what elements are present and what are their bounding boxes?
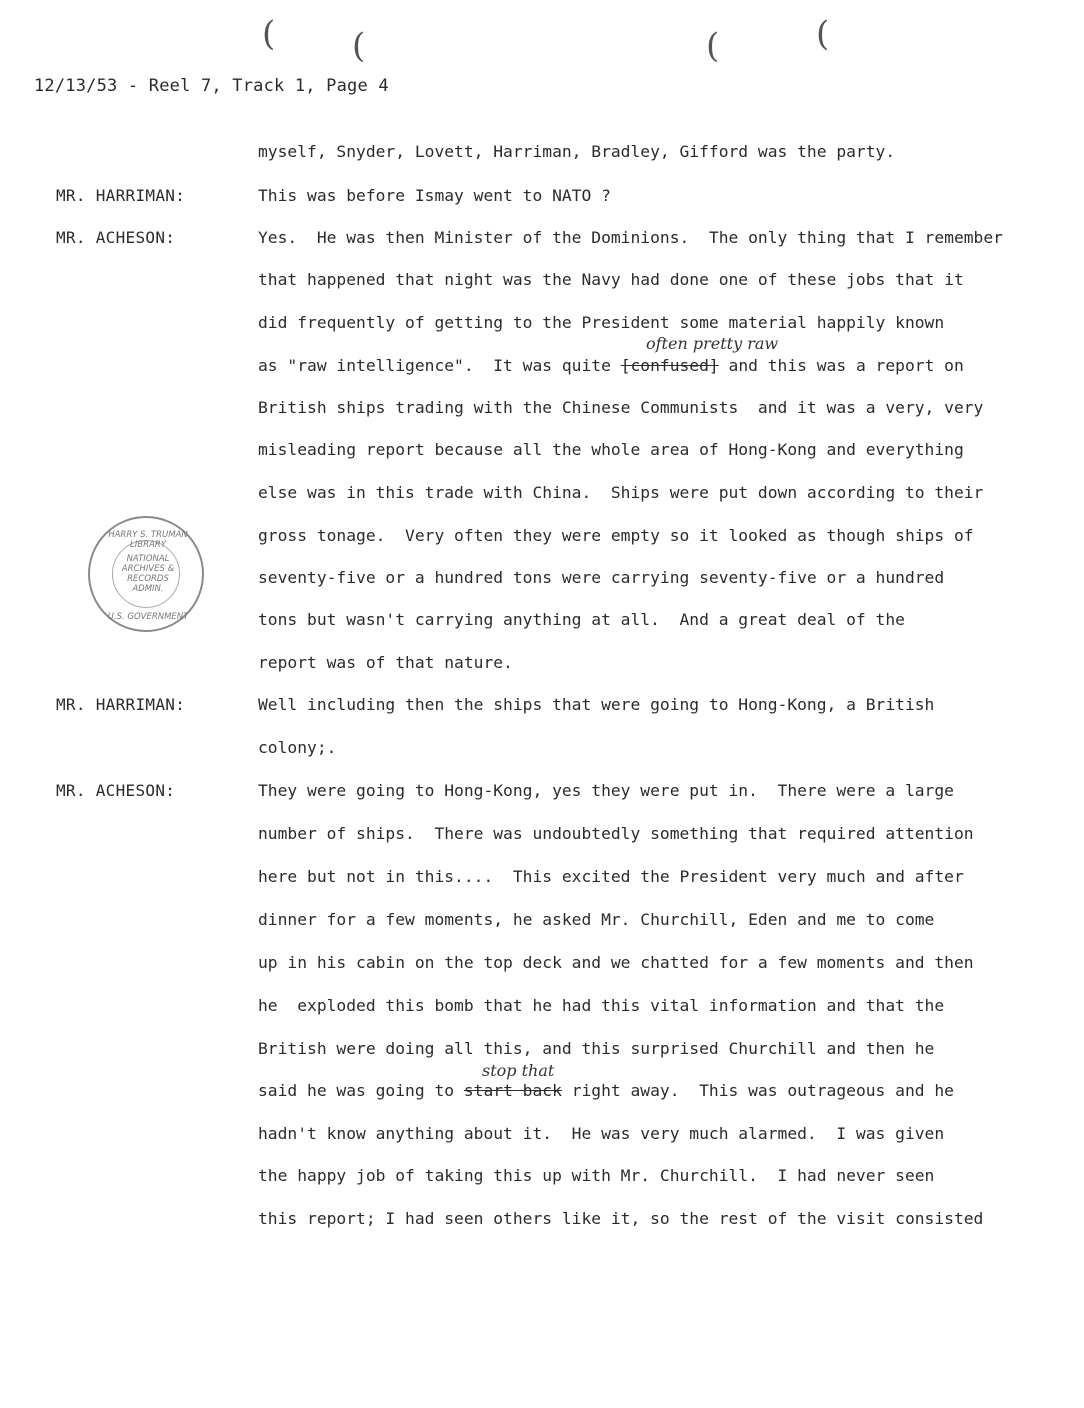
speaker-label: MR. HARRIMAN: [56, 186, 186, 205]
text-line: British ships trading with the Chinese Communists and it was a very, very [258, 398, 984, 417]
text-line: gross tonage. Very often they were empty so it looked as though ships of [258, 526, 974, 545]
text-line [258, 356, 964, 375]
stamp-ring-top: HARRY S. TRUMAN LIBRARY [108, 530, 188, 550]
text-line: British were doing all this, and this surprised Churchill and then he [258, 1039, 935, 1058]
margin-mark: ( [352, 26, 366, 66]
struck-text: [confused] [620, 356, 719, 375]
page-header: 12/13/53 - Reel 7, Track 1, Page 4 [34, 76, 389, 96]
text-segment: said he was going to [258, 1081, 464, 1100]
text-line: myself, Snyder, Lovett, Harriman, Bradley, Gifford was the party. [258, 142, 896, 161]
stamp-ring-bottom: U.S. GOVERNMENT [107, 612, 189, 622]
text-line [258, 1081, 954, 1100]
struck-text: start back [463, 1081, 562, 1100]
text-segment: as "raw intelligence". It was quite [258, 356, 621, 375]
text-line: dinner for a few moments, he asked Mr. Churchill, Eden and me to come [258, 910, 935, 929]
text-line: Yes. He was then Minister of the Dominions. The only thing that I remember [258, 228, 1003, 247]
text-line: that happened that night was the Navy had done one of these jobs that it [258, 270, 964, 289]
speaker-label: MR. ACHESON: [56, 228, 176, 247]
handwritten-annotation: often pretty raw [646, 334, 779, 353]
handwritten-annotation: stop that [482, 1061, 555, 1080]
stamp-center-line: NATIONAL [126, 554, 170, 564]
speaker-label: MR. HARRIMAN: [56, 695, 186, 714]
margin-mark: ( [816, 14, 830, 54]
text-line: report was of that nature. [258, 653, 513, 672]
margin-mark: ( [262, 14, 276, 54]
text-line: hadn't know anything about it. He was very much alarmed. I was given [258, 1124, 945, 1143]
text-line: up in his cabin on the top deck and we chatted for a few moments and then [258, 953, 974, 972]
text-line: here but not in this.... This excited the President very much and after [258, 867, 964, 886]
archive-stamp [88, 516, 204, 632]
text-line: this report; I had seen others like it, so the rest of the visit consisted [258, 1209, 984, 1228]
stamp-center-line: ARCHIVES & [121, 564, 175, 574]
text-line: else was in this trade with China. Ships were put down according to their [258, 483, 984, 502]
text-line: he exploded this bomb that he had this vital information and that the [258, 996, 945, 1015]
margin-mark: ( [706, 26, 720, 66]
text-segment: right away. This was outrageous and he [561, 1081, 954, 1100]
text-line: This was before Ismay went to NATO ? [258, 186, 611, 205]
text-line: misleading report because all the whole area of Hong-Kong and everything [258, 440, 964, 459]
stamp-center-line: ADMIN. [132, 584, 164, 594]
speaker-label: MR. ACHESON: [56, 781, 176, 800]
text-segment: and this was a report on [718, 356, 964, 375]
text-line: Well including then the ships that were going to Hong-Kong, a British [258, 695, 935, 714]
text-line: the happy job of taking this up with Mr. Churchill. I had never seen [258, 1166, 935, 1185]
text-line: seventy-five or a hundred tons were carrying seventy-five or a hundred [258, 568, 945, 587]
text-line: number of ships. There was undoubtedly something that required attention [258, 824, 974, 843]
text-line: colony;. [258, 738, 337, 757]
text-line: tons but wasn't carrying anything at all. And a great deal of the [258, 610, 905, 629]
text-line: did frequently of getting to the President some material happily known [258, 313, 945, 332]
text-line: They were going to Hong-Kong, yes they were put in. There were a large [258, 781, 954, 800]
stamp-center-line: RECORDS [127, 574, 169, 584]
